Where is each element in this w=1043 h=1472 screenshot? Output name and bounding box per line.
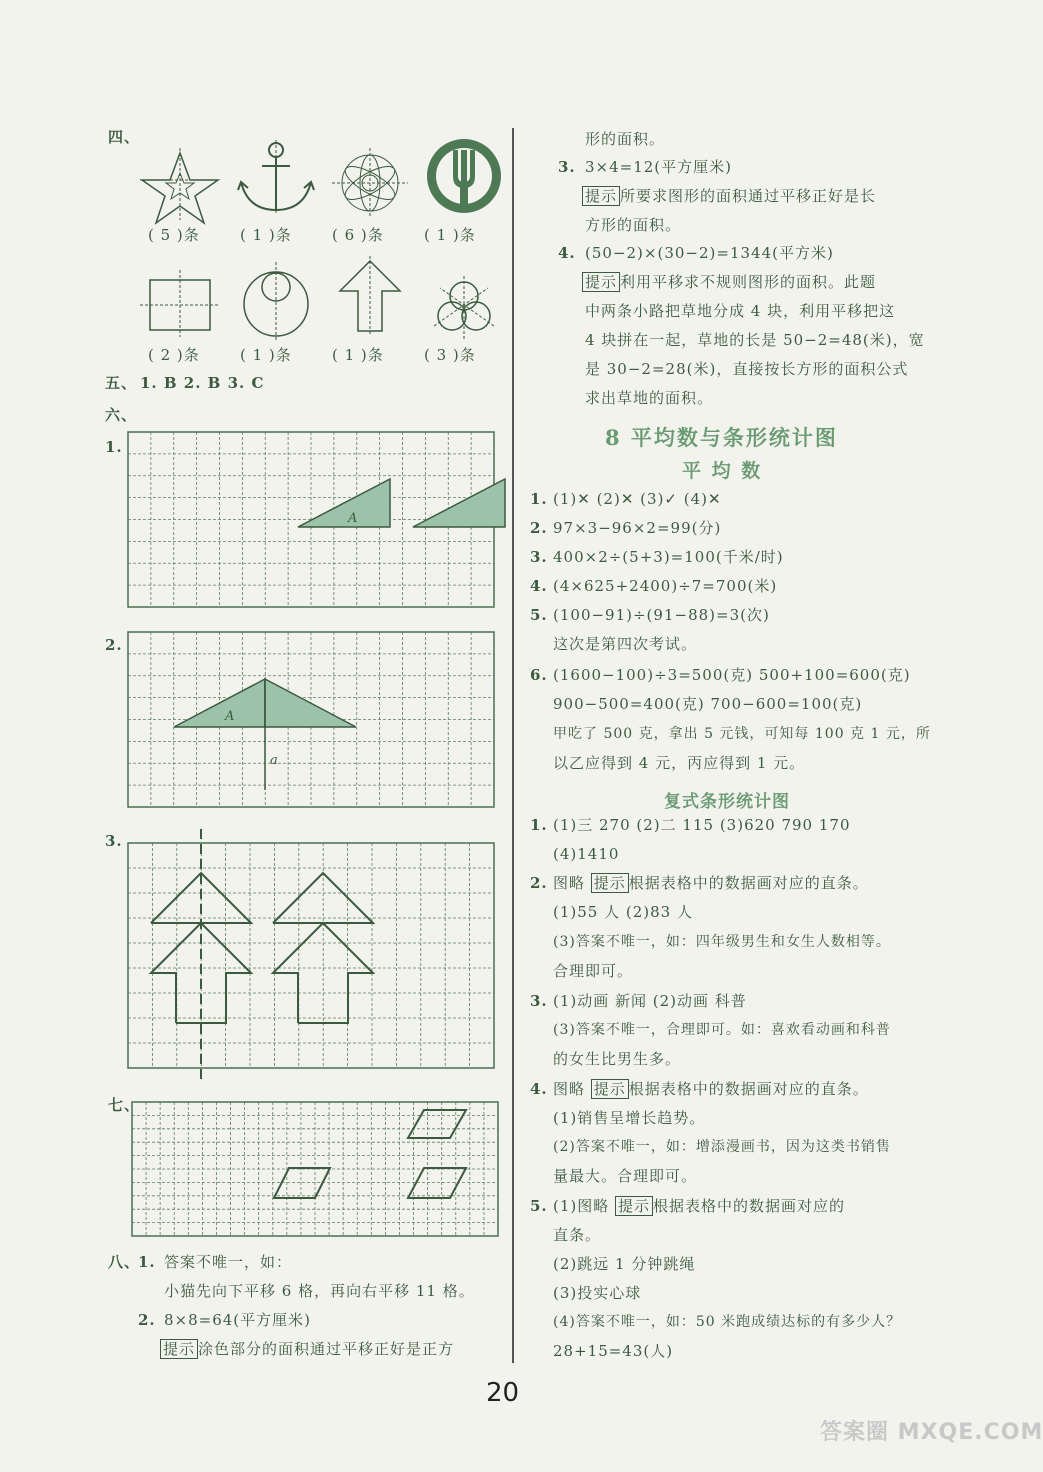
hint-tag: 提示 bbox=[615, 1196, 653, 1216]
circles-figure bbox=[236, 262, 316, 342]
hint-tag: 提示 bbox=[591, 1079, 629, 1099]
b3b: (3)答案不唯一，合理即可。如：喜欢看动画和科普 bbox=[553, 1022, 891, 1038]
grid-3 bbox=[128, 843, 498, 1073]
sec8-q2-line1: 8×8=64(平方厘米) bbox=[164, 1311, 312, 1329]
logo-figure bbox=[424, 136, 504, 216]
sec5-label: 五、 bbox=[105, 374, 138, 392]
r-q3-hint bbox=[582, 189, 876, 204]
r-q4: (50−2)×(30−2)=1344(平方米) bbox=[585, 244, 834, 262]
hint-tag: 提示 bbox=[160, 1339, 198, 1359]
r-q4-number: 4. bbox=[558, 244, 576, 262]
answer-rectangle: ( 2 )条 bbox=[148, 346, 200, 364]
b3: (1)动画 新闻 (2)动画 科普 bbox=[553, 992, 747, 1010]
hint-text: 根据表格中的数据画对应的直条。 bbox=[628, 1080, 869, 1098]
arrow-figure bbox=[330, 256, 410, 336]
b1b: (4)1410 bbox=[553, 845, 620, 863]
b5f: 28+15=43(人) bbox=[553, 1342, 674, 1360]
label-a: a bbox=[270, 753, 278, 768]
column-divider bbox=[512, 128, 514, 1363]
sec4-label: 四、 bbox=[108, 128, 141, 146]
answer-star: ( 5 )条 bbox=[148, 226, 200, 244]
r-q3-number: 3. bbox=[558, 158, 576, 176]
b1: (1)三 270 (2)二 115 (3)620 790 170 bbox=[553, 816, 851, 834]
r-q3: 3×4=12(平方厘米) bbox=[585, 158, 733, 176]
subheading-compound-bar: 复式条形统计图 bbox=[664, 792, 790, 812]
a6b: 900−500=400(克) 700−600=100(克) bbox=[553, 695, 863, 713]
a5b: 这次是第四次考试。 bbox=[553, 635, 698, 653]
b4 bbox=[553, 1082, 869, 1097]
sec7-label: 七、 bbox=[108, 1096, 141, 1114]
b2 bbox=[553, 876, 869, 891]
hint-text: 涂色部分的面积通过平移正好是正方 bbox=[198, 1340, 455, 1358]
b2-text: 图略 bbox=[553, 874, 591, 892]
a5-number: 5. bbox=[530, 606, 548, 624]
sec5-answers: 1. B 2. B 3. C bbox=[140, 374, 265, 392]
a4-number: 4. bbox=[530, 577, 548, 595]
b5e: (4)答案不唯一，如：50 米跑成绩达标的有多少人？ bbox=[553, 1314, 902, 1330]
q2-number: 2. bbox=[105, 636, 123, 654]
r-q4-hint4: 是 30−2=28(米)，直接按长方形的面积公式 bbox=[585, 360, 909, 378]
b4c: (2)答案不唯一，如：增添漫画书，因为这类书销售 bbox=[553, 1139, 891, 1155]
r-top-line: 形的面积。 bbox=[585, 130, 666, 148]
b5-number: 5. bbox=[530, 1197, 548, 1215]
r-q4-hint bbox=[582, 275, 876, 290]
r-q3-hint2: 方形的面积。 bbox=[585, 216, 682, 234]
flower-figure bbox=[330, 148, 410, 218]
r-q4-hint3: 4 块拼在一起，草地的长是 50−2=48(米)，宽 bbox=[585, 331, 925, 349]
b1-number: 1. bbox=[530, 816, 548, 834]
hint-text: 利用平移求不规则图形的面积。此题 bbox=[620, 273, 877, 291]
anchor-figure bbox=[236, 140, 316, 215]
b2d: 合理即可。 bbox=[553, 962, 634, 980]
trefoil-figure bbox=[424, 268, 504, 343]
grid-2 bbox=[128, 632, 498, 812]
sec8-q2-hint bbox=[160, 1342, 454, 1357]
r-q4-hint5: 求出草地的面积。 bbox=[585, 389, 714, 407]
answer-trefoil: ( 3 )条 bbox=[424, 346, 476, 364]
a4: (4×625+2400)÷7=700(米) bbox=[553, 577, 778, 595]
a3: 400×2÷(5+3)=100(千米/时) bbox=[553, 548, 784, 566]
sec8-label: 八、 bbox=[108, 1253, 141, 1271]
b4-number: 4. bbox=[530, 1080, 548, 1098]
b5d: (3)投实心球 bbox=[553, 1284, 642, 1302]
hint-tag: 提示 bbox=[582, 186, 620, 206]
sec6-label: 六、 bbox=[105, 406, 138, 424]
answer-anchor: ( 1 )条 bbox=[240, 226, 292, 244]
sec8-q1-line1: 答案不唯一，如： bbox=[164, 1253, 293, 1271]
answer-arrow: ( 1 )条 bbox=[332, 346, 384, 364]
sec8-q2-number: 2. bbox=[138, 1311, 156, 1329]
hint-text: 所要求图形的面积通过平移正好是长 bbox=[620, 187, 877, 205]
b2b: (1)55 人 (2)83 人 bbox=[553, 903, 693, 921]
b4b: (1)销售呈增长趋势。 bbox=[553, 1109, 706, 1127]
a6: (1600−100)÷3=500(克) 500+100=600(克) bbox=[553, 666, 911, 684]
grid-7 bbox=[132, 1102, 500, 1238]
hint-text: 根据表格中的数据画对应的 bbox=[653, 1197, 846, 1215]
q3-number: 3. bbox=[105, 832, 123, 850]
a1-number: 1. bbox=[530, 490, 548, 508]
label-A-2: A bbox=[225, 709, 235, 724]
a6c: 甲吃了 500 克，拿出 5 元钱，可知每 100 克 1 元，所 bbox=[553, 726, 931, 742]
b5-text: (1)图略 bbox=[553, 1197, 616, 1215]
b3c: 的女生比男生多。 bbox=[553, 1050, 682, 1068]
b5 bbox=[553, 1199, 845, 1214]
answer-flower: ( 6 )条 bbox=[332, 226, 384, 244]
a3-number: 3. bbox=[530, 548, 548, 566]
r-q4-hint2: 中两条小路把草地分成 4 块，利用平移把这 bbox=[585, 302, 896, 320]
page-number: 20 bbox=[486, 1378, 520, 1408]
a6d: 以乙应得到 4 元，丙应得到 1 元。 bbox=[553, 754, 806, 772]
a2-number: 2. bbox=[530, 519, 548, 537]
answer-logo: ( 1 )条 bbox=[424, 226, 476, 244]
watermark: 答案圈 MXQE.COM bbox=[820, 1420, 1043, 1445]
a5: (100−91)÷(91−88)=3(次) bbox=[553, 606, 770, 624]
hint-text: 根据表格中的数据画对应的直条。 bbox=[628, 874, 869, 892]
a6-number: 6. bbox=[530, 666, 548, 684]
q1-number: 1. bbox=[105, 438, 123, 456]
b4d: 量最大。合理即可。 bbox=[553, 1167, 698, 1185]
sec8-q1-line2: 小猫先向下平移 6 格，再向右平移 11 格。 bbox=[164, 1282, 475, 1300]
hint-tag: 提示 bbox=[591, 873, 629, 893]
grid-1 bbox=[128, 432, 498, 612]
b3-number: 3. bbox=[530, 992, 548, 1010]
hint-tag: 提示 bbox=[582, 272, 620, 292]
rectangle-figure bbox=[140, 262, 220, 337]
b5b: 直条。 bbox=[553, 1226, 602, 1244]
b4-text: 图略 bbox=[553, 1080, 591, 1098]
b2c: (3)答案不唯一，如：四年级男生和女生人数相等。 bbox=[553, 934, 891, 950]
subheading-average: 平 均 数 bbox=[682, 460, 763, 482]
sec8-q1-number: 1. bbox=[138, 1253, 156, 1271]
a1: (1)✕ (2)✕ (3)✓ (4)✕ bbox=[553, 490, 722, 508]
b2-number: 2. bbox=[530, 874, 548, 892]
chapter-title: 8 平均数与条形统计图 bbox=[605, 425, 838, 450]
label-A-1: A bbox=[348, 511, 358, 526]
b5c: (2)跳远 1 分钟跳绳 bbox=[553, 1255, 696, 1273]
star-figure bbox=[140, 148, 220, 218]
answer-circles: ( 1 )条 bbox=[240, 346, 292, 364]
a2: 97×3−96×2=99(分) bbox=[553, 519, 722, 537]
